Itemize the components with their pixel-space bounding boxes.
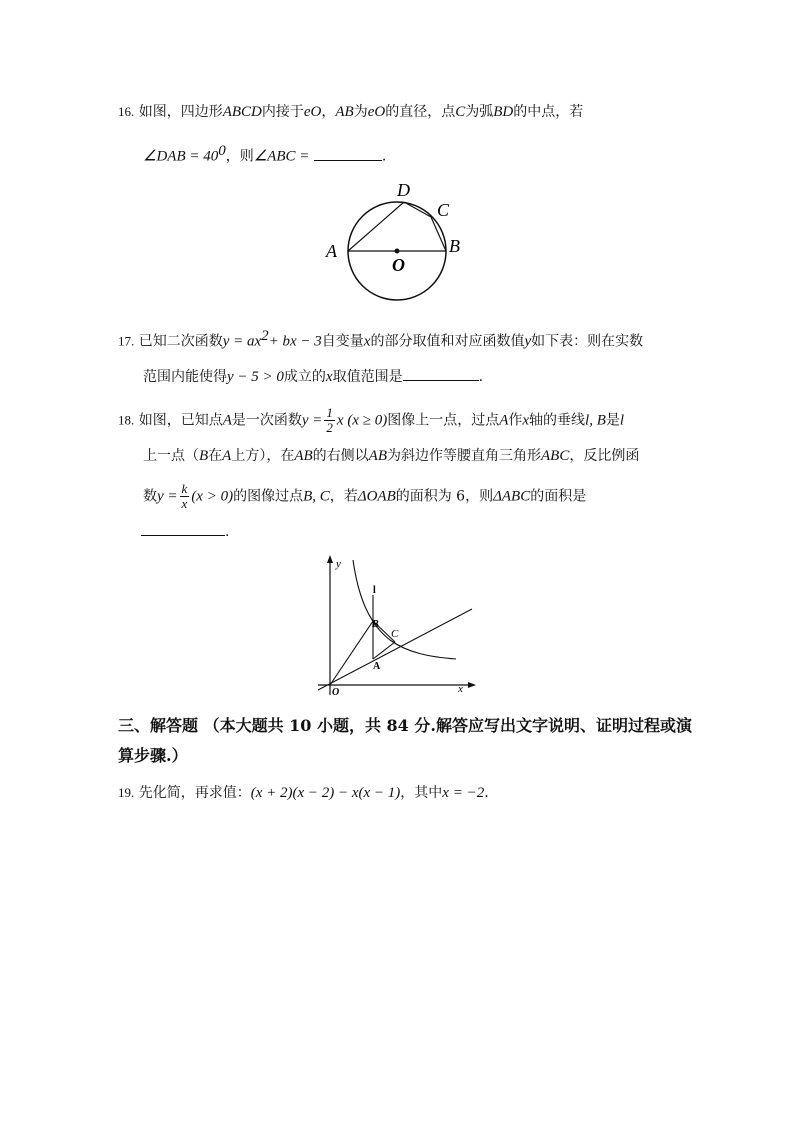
q17-y: y [524, 333, 532, 350]
q16-angle-dab: ∠DAB = 40 [143, 148, 219, 165]
q18-text: 的右侧以 [312, 448, 369, 464]
q18-text: 如图，已知点 [138, 412, 223, 429]
q17-text: 自变量 [321, 333, 364, 350]
section3-heading: 三、解答题 （本大题共 10 小题，共 84 分.解答应写出文字说明、证明过程或演 [118, 716, 692, 735]
q18-line4 [141, 522, 229, 542]
q17-text: 的部分取值和对应函数值 [370, 333, 525, 350]
q16-line1 [118, 102, 583, 122]
q19-period: . [484, 785, 489, 801]
q18-text: 图像上一点，过点 [387, 412, 500, 429]
line-y-half-x [318, 609, 472, 690]
q16-circle-symbol: e [303, 104, 311, 120]
label-b: B [372, 619, 379, 630]
q17-func: y = ax [222, 333, 262, 350]
q18-period: . [225, 524, 230, 540]
q18-text: 上一点（ [143, 448, 199, 464]
q17-text: 范围内能使得 [143, 369, 227, 385]
q16-period: . [381, 148, 387, 165]
q18-text: 是 [605, 412, 620, 429]
q18-text: 是一次函数 [231, 412, 302, 429]
q18-a: A [222, 448, 232, 464]
label-o: O [392, 255, 405, 275]
q16-text: 的中点，若 [513, 104, 584, 120]
q18-bc: B, C [303, 488, 330, 505]
q16-bd-label: BD [493, 104, 514, 120]
q18-abc2: ΔABC [493, 488, 531, 505]
q18-ab: AB [368, 448, 387, 464]
section3-heading-cont: 算步骤.） [118, 746, 188, 765]
q19-line [118, 783, 489, 803]
label-x: x [458, 683, 463, 695]
q17-line1 [118, 326, 643, 352]
q17-inequality: y − 5 > 0 [227, 369, 284, 385]
frac-num: 1 [326, 405, 333, 420]
q18-ab: AB [294, 448, 313, 464]
q16-quad-label: ABCD [222, 104, 262, 120]
q16-text: 为弧 [465, 104, 494, 120]
q18-text: ，若 [329, 488, 358, 505]
label-c: C [437, 200, 450, 220]
q18-abc: ABC [541, 448, 570, 464]
frac-den: x [181, 496, 188, 511]
frac-den: 2 [326, 420, 333, 435]
q18-text: 作 [508, 412, 523, 429]
label-l: l [373, 585, 376, 596]
y-axis-arrow [327, 555, 333, 563]
q16-circle-symbol: e [367, 104, 375, 120]
q18-line3 [143, 482, 586, 511]
q18-coordinate-figure [310, 555, 480, 700]
q18-text: 数 [143, 488, 157, 505]
q18-text: 的图像过点 [233, 488, 304, 505]
q16-ab-label: AB [335, 104, 354, 120]
q16-angle-abc: ∠ABC = [253, 148, 310, 165]
q18-oab: ΔOAB [357, 488, 396, 505]
q16-text: 如图，四边形 [138, 104, 223, 120]
q18-xcond2: (x > 0) [191, 488, 234, 505]
label-a: A [373, 661, 381, 672]
q17-x: x [325, 369, 333, 385]
q18-text: ，反比例函 [569, 448, 640, 464]
q19-expression: (x + 2)(x − 2) − x(x − 1) [250, 785, 401, 801]
q18-a: A [499, 412, 509, 429]
q16-circle-figure [320, 175, 480, 305]
q19-number: 19. [118, 785, 135, 800]
chord-dc [404, 202, 431, 217]
q19-text: ，其中 [400, 785, 443, 801]
q16-c-label: C [455, 104, 466, 120]
q17-func-rest: + bx − 3 [268, 333, 322, 350]
q18-x: x [522, 412, 530, 429]
q18-xcond: x (x ≥ 0) [336, 412, 388, 429]
x-axis-arrow [468, 682, 476, 688]
q17-text: 成立的 [283, 369, 326, 385]
label-b: B [449, 236, 460, 256]
q18-fraction-half [324, 406, 335, 435]
segment-ob [330, 621, 373, 685]
q18-text: 在 [208, 448, 223, 464]
q16-answer-blank[interactable] [314, 146, 382, 161]
q16-text: ， [321, 104, 336, 120]
q17-answer-blank[interactable] [403, 366, 479, 381]
q18-line1 [118, 406, 624, 435]
q17-square: 2 [261, 328, 269, 344]
q16-text: 的直径，点 [385, 104, 456, 120]
q17-text: 已知二次函数 [138, 333, 223, 350]
chord-ad [348, 202, 404, 251]
label-o: O [332, 687, 340, 698]
q19-condition: x = −2 [442, 785, 485, 801]
label-c: C [391, 628, 399, 640]
q18-text: 为斜边作等腰直角三角形 [387, 448, 541, 464]
q18-text: 的面积为 6，则 [395, 488, 494, 505]
q17-period: . [478, 369, 484, 385]
q18-yeq: y = [157, 488, 178, 505]
q18-lb: l, B [585, 412, 606, 429]
label-a: A [326, 241, 337, 261]
q18-answer-blank[interactable] [141, 523, 225, 536]
q19-text: 先化简，再求值： [138, 785, 251, 801]
q18-l: l [619, 412, 625, 429]
q16-text: ，则 [225, 148, 254, 165]
q16-text: 内接于 [261, 104, 304, 120]
q18-text: 的面积是 [530, 488, 587, 505]
q18-number: 18. [118, 412, 135, 428]
label-y: y [336, 558, 341, 570]
center-point [395, 249, 400, 254]
q16-o-label: O [310, 104, 322, 120]
segment-ca [373, 642, 395, 659]
q17-text: 如下表：则在实数 [531, 333, 644, 350]
q16-number: 16. [118, 104, 135, 119]
label-d: D [397, 180, 410, 200]
q18-b: B [199, 448, 209, 464]
q17-x: x [363, 333, 371, 350]
q16-line2 [143, 141, 386, 167]
q18-line2 [143, 446, 639, 466]
q16-o-label: O [374, 104, 386, 120]
q18-fraction-k-over-x [180, 482, 190, 511]
frac-num: k [181, 481, 188, 496]
q18-yeq: y = [301, 412, 323, 429]
q18-a: A [222, 412, 232, 429]
q17-text: 取值范围是 [332, 369, 403, 385]
q16-degree: 0 [218, 143, 226, 159]
q18-text: 上方），在 [231, 448, 295, 464]
q17-number: 17. [118, 333, 135, 349]
q18-text: 轴的垂线 [529, 412, 586, 429]
q16-text: 为 [353, 104, 368, 120]
q17-line2 [143, 366, 483, 387]
